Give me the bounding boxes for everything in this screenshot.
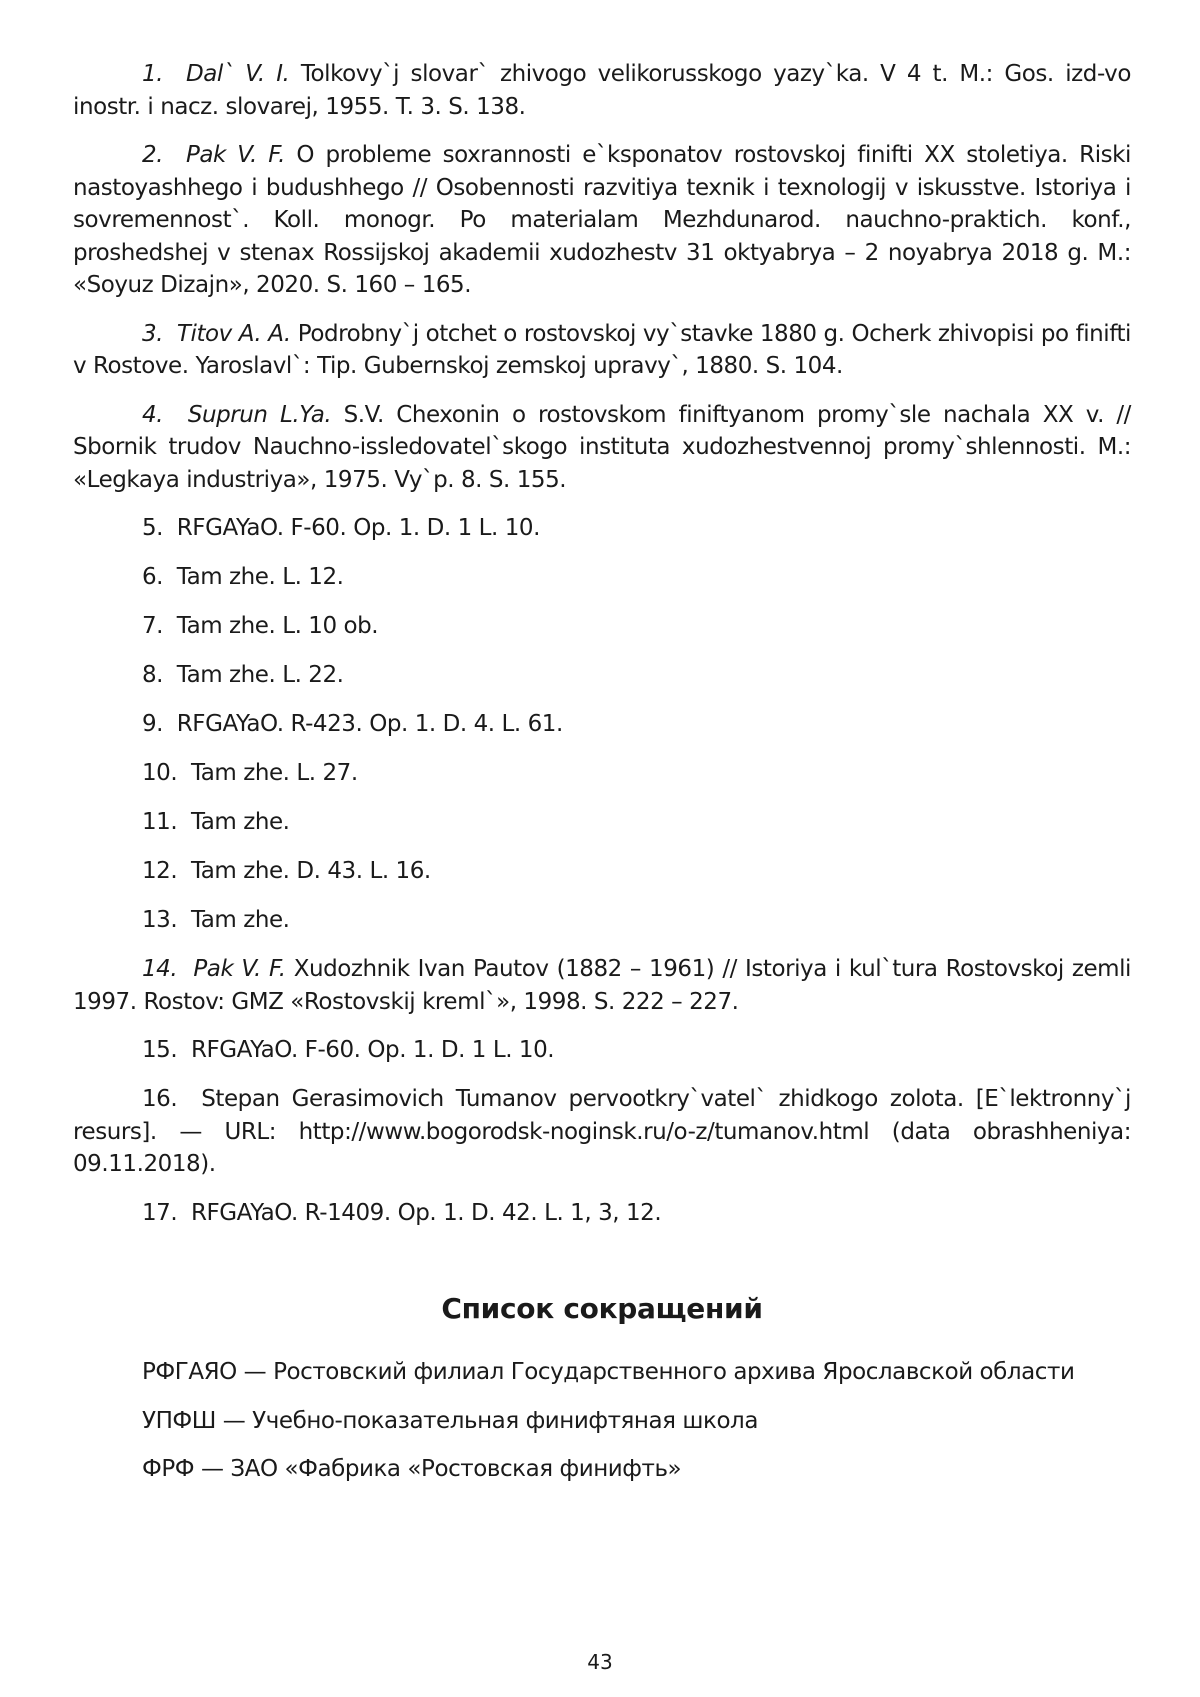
page-body	[73, 58, 1131, 1482]
reference-text: Stepan Gerasimovich Tumanov pervootkry`vatel` zhidkogo zolota. [E`lektronny`j resurs]. — URL: http://www.bogorodsk-noginsk.ru/o-z/tumanov.html (data obrashheniya: 09.11.2018).	[73, 1086, 1131, 1177]
reference-number: 13.	[142, 907, 178, 933]
reference-number: 15.	[142, 1037, 178, 1063]
abbreviation-item: ФРФ — ЗАО «Фабрика «Ростовская финифть»	[142, 1456, 682, 1482]
reference-number: 17.	[142, 1199, 178, 1226]
reference-text: RFGAYaO. R-1409. Op. 1. D. 42. L. 1, 3, 12.	[190, 1199, 662, 1226]
reference-text: Tam zhe.	[190, 809, 290, 835]
reference-text: Tam zhe. L. 12.	[176, 564, 344, 590]
reference-number: 1.	[142, 61, 164, 87]
reference-author: Suprun L.Ya.	[187, 401, 332, 428]
abbreviations-heading: Список сокращений	[441, 1292, 763, 1325]
reference-number: 5.	[142, 515, 164, 541]
reference-text: Podrobny`j otchet o rostovskoj vy`stavke 1880 g. Ocherk zhivopisi po finifti v Rostove. Yaroslavl`: Tip. Gubernskoj zemskoj upravy`, 1880. S. 104.	[73, 320, 1131, 379]
reference-author: Pak V. F.	[193, 956, 286, 982]
reference-item	[73, 953, 1131, 1018]
reference-text: RFGAYaO. R-423. Op. 1. D. 4. L. 61.	[176, 711, 563, 737]
reference-item	[73, 1034, 1131, 1067]
reference-item	[73, 806, 1131, 839]
reference-item	[73, 610, 1131, 643]
reference-author: Pak V. F.	[185, 142, 285, 168]
reference-text: Tam zhe. L. 27.	[190, 760, 358, 786]
abbreviation-item: РФГАЯО — Ростовский филиал Государственного архива Ярославской области	[142, 1359, 1075, 1385]
reference-text: RFGAYaO. F-60. Op. 1. D. 1 L. 10.	[190, 1037, 555, 1063]
reference-item	[73, 58, 1131, 123]
reference-author: Dal` V. I.	[185, 61, 290, 87]
reference-text: Tam zhe. D. 43. L. 16.	[190, 858, 431, 884]
reference-number: 3.	[142, 320, 164, 347]
reference-item	[73, 139, 1131, 302]
reference-item	[73, 757, 1131, 790]
reference-number: 7.	[142, 613, 164, 639]
reference-number: 9.	[142, 711, 164, 737]
reference-number: 4.	[142, 401, 164, 428]
reference-item	[73, 1083, 1131, 1181]
reference-text: Xudozhnik Ivan Pautov (1882 – 1961) // Istoriya i kul`tura Rostovskoj zemli 1997. Rostov: GMZ «Rostovskij kreml`», 1998. S. 222 – 227.	[73, 956, 1131, 1015]
reference-item	[73, 399, 1131, 497]
reference-item	[73, 1197, 1131, 1230]
reference-list	[73, 58, 1131, 1229]
reference-number: 2.	[142, 142, 164, 168]
reference-item	[73, 561, 1131, 594]
reference-number: 11.	[142, 809, 178, 835]
reference-item	[73, 659, 1131, 692]
reference-item	[73, 318, 1131, 383]
page-number: 43	[587, 1650, 613, 1674]
reference-number: 14.	[142, 956, 178, 982]
reference-item	[73, 708, 1131, 741]
reference-text: Tam zhe.	[190, 907, 290, 933]
reference-number: 8.	[142, 662, 164, 688]
reference-number: 16.	[142, 1086, 178, 1112]
reference-number: 6.	[142, 564, 164, 590]
reference-item	[73, 512, 1131, 545]
reference-text: RFGAYaO. F-60. Op. 1. D. 1 L. 10.	[176, 515, 540, 541]
abbreviation-item: УПФШ — Учебно-показательная финифтяная школа	[142, 1407, 758, 1434]
reference-text: Tam zhe. L. 22.	[176, 662, 344, 688]
reference-number: 10.	[142, 760, 178, 786]
reference-text: S.V. Chexonin o rostovskom finiftyanom promy`sle nachala XX v. // Sbornik trudov Nauchno-issledovatel`skogo instituta xudozhestvennoj promy`shlennosti. M.: «Legkaya industriya», 1975. Vy`p. 8. S. 155.	[73, 401, 1131, 493]
reference-author: Titov A. A.	[176, 320, 291, 347]
reference-item	[73, 855, 1131, 888]
reference-text: O probleme soxrannosti e`ksponatov rostovskoj finifti XX stoletiya. Riski nastoyashhego i budushhego // Osobennosti razvitiya texnik i texnologij v iskusstve. Istoriya i sovremennost`. Koll. monogr. Po materialam Mezhdunarod. nauchno-praktich. konf., proshedshej v stenax Rossijskoj akademii xudozhestv 31 oktyabrya – 2 noyabrya 2018 g. M.: «Soyuz Dizajn», 2020. S. 160 – 165.	[73, 142, 1131, 298]
reference-item	[73, 904, 1131, 937]
abbreviations-list	[73, 1356, 1131, 1502]
reference-number: 12.	[142, 858, 178, 884]
reference-text: Tam zhe. L. 10 ob.	[176, 613, 379, 639]
reference-text: Tolkovy`j slovar` zhivogo velikorusskogo yazy`ka. V 4 t. M.: Gos. izd-vo inostr. i nacz. slovarej, 1955. T. 3. S. 138.	[73, 61, 1131, 120]
